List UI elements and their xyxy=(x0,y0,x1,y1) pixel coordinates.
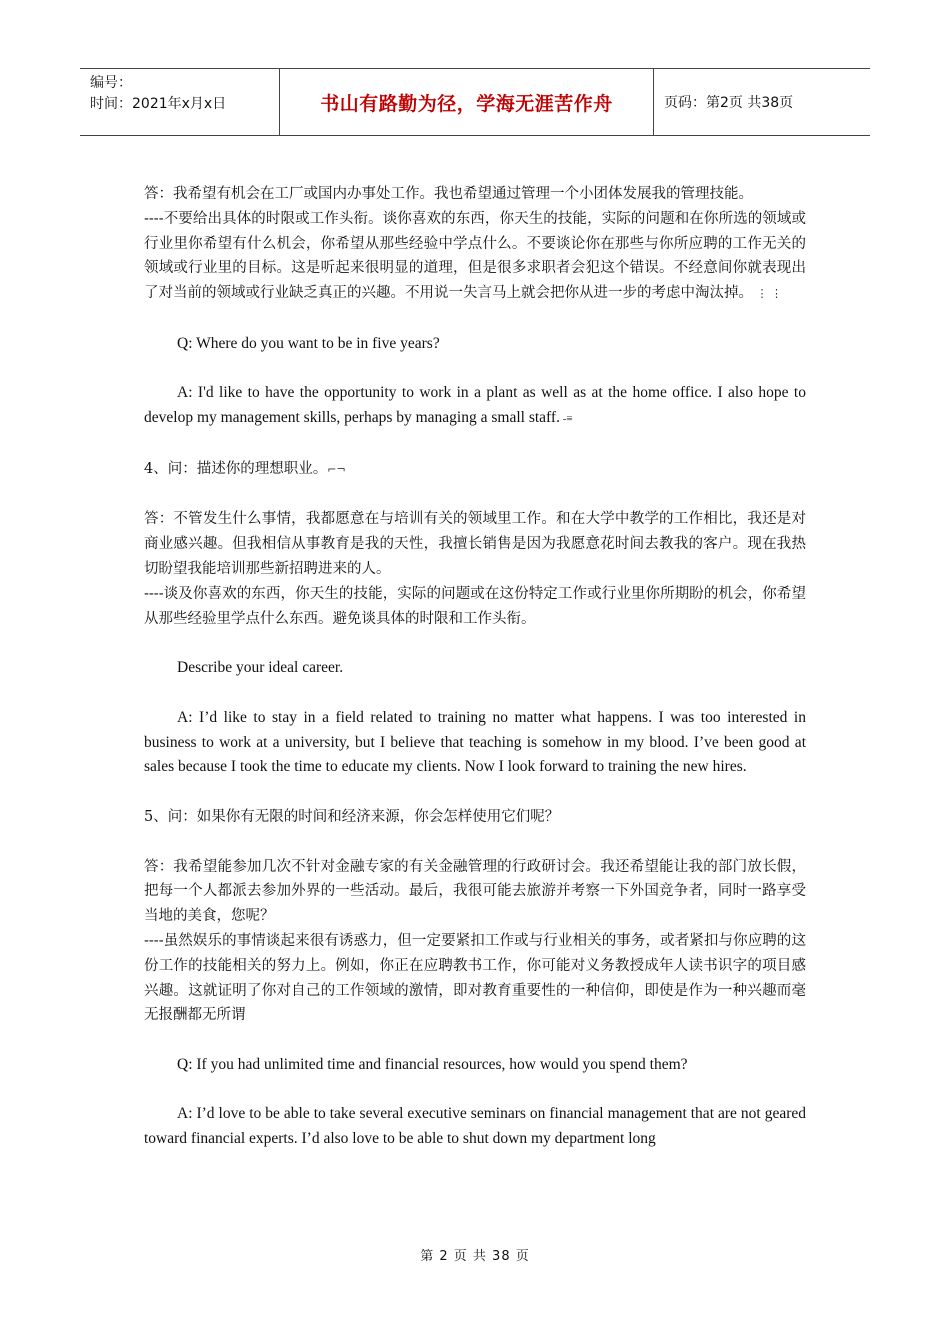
advice-paragraph xyxy=(144,207,806,307)
answer-paragraph: 答：不管发生什么事情，我都愿意在与培训有关的领域里工作。和在大学中教学的工作相比，我还是对商业感兴趣。但我相信从事教育是我的天性，我擅长销售是因为我愿意花时间去教我的客户。现在我热切盼望我能培训那些新招聘进来的人。 xyxy=(144,511,806,577)
advice-paragraph: ----谈及你喜欢的东西，你天生的技能，实际的问题或在这份特定工作或行业里你所期盼的机会，你希望从那些经验里学点什么东西。避免谈具体的时限和工作头衔。 xyxy=(144,585,806,627)
header-motto: 书山有路勤为径，学海无涯苦作舟 xyxy=(280,69,654,135)
answer-en xyxy=(144,381,806,432)
anchor-mark: ⋮ ⋮ xyxy=(753,287,782,301)
advice-paragraph: ----虽然娱乐的事情谈起来很有诱惑力，但一定要紧扣工作或与行业相关的事务，或者紧扣与你应聘的这份工作的技能相关的努力上。例如，你正在应聘教书工作，你可能对义务教授成年人读书识字的项目感兴趣。这就证明了你对自己的工作领域的激情，即对教育重要性的一种信仰，即使是作为一种兴趣而毫无报酬都无所谓 xyxy=(144,932,806,1024)
header-meta xyxy=(80,69,280,135)
anchor-mark: -≡ xyxy=(559,413,573,426)
question-text: 4、问：描述你的理想职业。 xyxy=(144,460,328,477)
header-page-number: 页码：第2页 共38页 xyxy=(664,95,794,111)
answer-en: A: I’d love to be able to take several executive seminars on financial management that are not geared toward financial experts. I’d also love to be able to shut down my department long xyxy=(144,1105,806,1148)
document-body xyxy=(144,182,806,1152)
answer-paragraph: 答：我希望能参加几次不针对金融专家的有关金融管理的行政研讨会。我还希望能让我的部门放长假，把每一个人都派去参加外界的一些活动。最后，我很可能去旅游并考察一下外国竞争者，同时一路享受当地的美食，您呢？ xyxy=(144,858,806,925)
answer-en-text: A: I'd like to have the opportunity to work in a plant as well as at the home office. I also hope to develop my management skills, perhaps by managing a small staff. xyxy=(144,384,806,427)
question-heading: 5、问：如果你有无限的时间和经济来源，你会怎样使用它们呢？ xyxy=(144,808,560,825)
answer-paragraph: 答：我希望有机会在工厂或国内办事处工作。我也希望通过管理一个小团体发展我的管理技能。 xyxy=(144,186,753,202)
question-heading xyxy=(144,457,806,483)
question-en: Q: If you had unlimited time and financial resources, how would you spend them? xyxy=(177,1055,688,1073)
page-header xyxy=(80,68,870,136)
question-en: Q: Where do you want to be in five years? xyxy=(177,334,440,352)
date-label: 时间：2021年x月x日 xyxy=(90,96,227,112)
answer-en: A: I’d like to stay in a field related to training no matter what happens. I was too interested in business to work at a university, but I believe that teaching is somehow in my blood. I’ve been good at sales because I took the time to educate my clients. Now I look forward to training the new hires. xyxy=(144,708,806,776)
number-label: 编号： xyxy=(90,75,132,91)
question-en: Describe your ideal career. xyxy=(177,659,344,677)
anchor-mark: ⌐¬ xyxy=(327,462,346,476)
page-footer: 第 2 页 共 38 页 xyxy=(420,1249,530,1264)
advice-text: ----不要给出具体的时限或工作头衔。谈你喜欢的东西，你天生的技能，实际的问题和在你所选的领域或行业里你希望有什么机会，你希望从那些经验中学点什么。不要谈论你在那些与你所应聘的工作无关的领域或行业里的目标。这是听起来很明显的道理，但是很多求职者会犯这个错误。不经意间你就表现出了对当前的领域或行业缺乏真正的兴趣。不用说一失言马上就会把你从进一步的考虑中淘汰掉。 xyxy=(144,210,806,302)
